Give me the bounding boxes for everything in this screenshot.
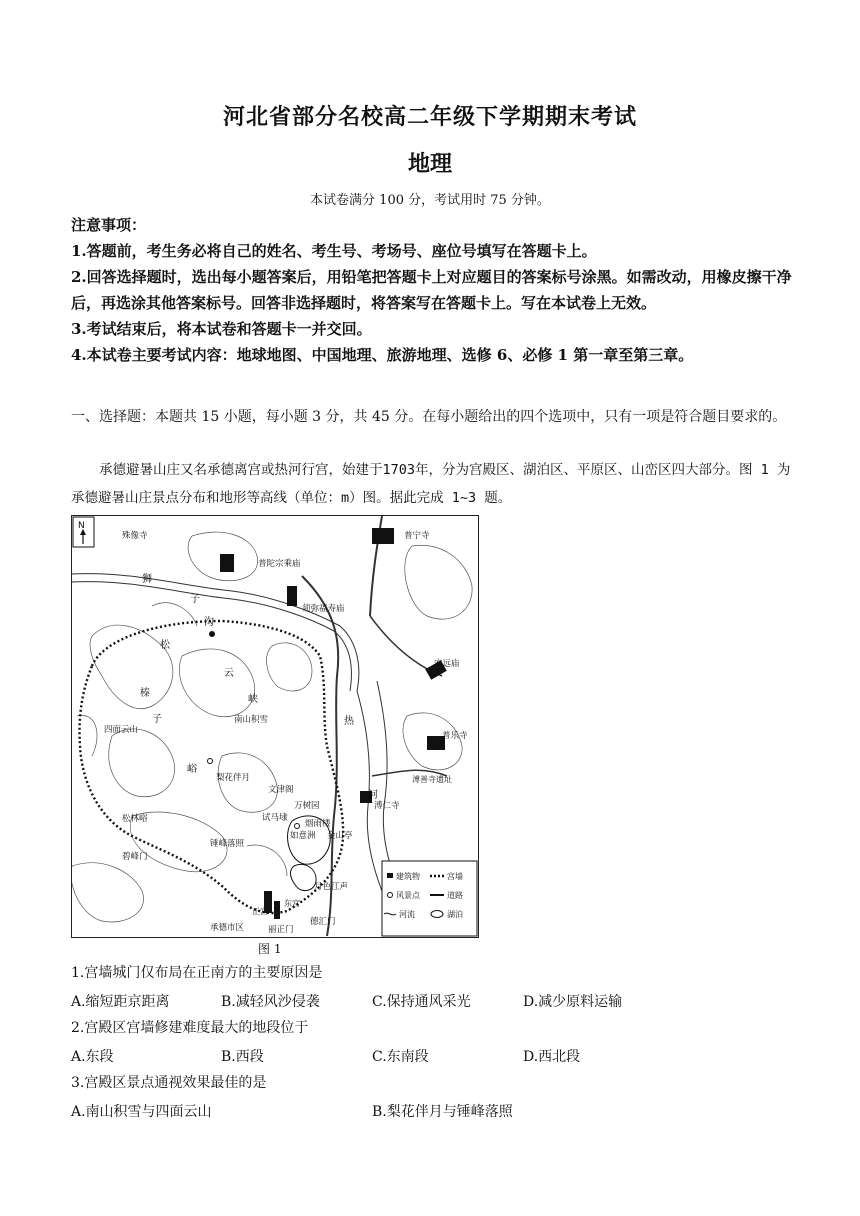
label-zi2: 子 (152, 714, 162, 725)
note-item: 2.回答选择题时，选出每小题答案后，用铅笔把答题卡上对应题目的答案标号涂黑。如需改动，用橡皮擦干净后，再选涂其他答案标号。回答非选择题时，将答案写在答题卡上。写在本试卷上无效。 (71, 268, 792, 312)
legend-lake: 湖泊 (447, 910, 463, 919)
label-yun: 云 (224, 668, 234, 679)
map-svg (72, 516, 478, 937)
intro-text: 承德避暑山庄又名承德离宫或热河行宫，始建于1703年，分为宫殿区、湖泊区、平原区、山峦区四大部分。图 1 为承德避暑山庄景点分布和地形等高线（单位：m）图。据此完成 1~3 题。 (71, 462, 791, 506)
label-yuese: 月色江声 (314, 882, 349, 892)
label-pule: 普乐寺 (442, 731, 468, 741)
option-d: D.西北段 (523, 1049, 581, 1065)
label-shuxiang: 殊像寺 (122, 531, 148, 541)
label-nanshan: 南山积雪 (234, 715, 269, 725)
label-bifeng: 碧峰门 (122, 852, 148, 862)
label-lihua: 梨花伴月 (216, 773, 251, 783)
note-item: 1.答题前，考生务必将自己的姓名、考生号、考场号、座位号填写在答题卡上。 (71, 242, 597, 260)
option-b: B.西段 (221, 1049, 264, 1065)
label-dehui: 德汇门 (310, 917, 336, 927)
label-shima: 试马埭 (262, 813, 288, 823)
label-xumi: 须弥福寿庙 (302, 604, 345, 614)
question-stem: 2.宫殿区宫墙修建难度最大的地段位于 (71, 1020, 309, 1036)
label-puning: 普宁寺 (404, 531, 430, 541)
label-he: 河 (368, 790, 378, 801)
map-legend (382, 861, 477, 936)
label-putuo: 普陀宗乘庙 (258, 559, 301, 569)
legend-scenic: 风景点 (396, 891, 420, 900)
question-stem: 3.宫殿区景点通视效果最佳的是 (71, 1075, 267, 1091)
option-a: A.东段 (71, 1049, 114, 1065)
label-pushan: 溥善寺遗址 (412, 775, 452, 784)
label-yanyu: 烟雨楼 (305, 819, 331, 829)
figure-caption: 图 1 (258, 942, 282, 956)
north-label: N (78, 521, 85, 531)
option-a: A.缩短距京距离 (71, 994, 170, 1010)
exam-meta: 本试卷满分 100 分，考试用时 75 分钟。 (310, 193, 550, 208)
exam-title: 河北省部分名校高二年级下学期期末考试 (222, 104, 637, 130)
legend-river: 河流 (399, 910, 415, 919)
note-item: 3.考试结束后，将本试卷和答题卡一并交回。 (71, 320, 372, 338)
label-zi: 子 (190, 594, 200, 605)
label-song: 松 (160, 640, 170, 651)
option-a: A.南山积雪与四面云山 (71, 1104, 212, 1120)
label-shi: 狮 (142, 574, 152, 585)
label-wenjin: 文津阁 (268, 785, 294, 795)
notes-heading: 注意事项： (71, 216, 147, 234)
subject-title: 地理 (407, 151, 452, 177)
option-d: D.减少原料运输 (523, 994, 623, 1010)
legend-building: 建筑物 (396, 872, 420, 881)
label-ruyi: 如意洲 (290, 831, 316, 841)
option-b: B.梨花伴月与锤峰落照 (372, 1104, 513, 1120)
map-figure (71, 515, 479, 938)
label-xia: 峡 (248, 694, 258, 705)
label-lizheng: 丽正门 (268, 925, 294, 935)
label-chengde: 承德市区 (210, 923, 245, 933)
label-zhen: 榛 (140, 688, 150, 699)
note-item: 4.本试卷主要考试内容：地球地图、中国地理、旅游地理、选修 6、必修 1 第一章至第三章。 (71, 346, 694, 364)
option-c: C.东南段 (372, 1049, 429, 1065)
label-puren: 溥仁寺 (374, 801, 400, 811)
lake-icon (431, 911, 443, 918)
label-dong: 东宫 (284, 899, 300, 908)
section-instructions: 一、选择题：本题共 15 小题，每小题 3 分，共 45 分。在每小题给出的四个选项中，只有一项是符合题目要求的。 (71, 409, 787, 425)
option-c: C.保持通风采光 (372, 994, 471, 1010)
label-songlin: 松林峪 (122, 814, 148, 824)
label-simian: 四面云山 (104, 725, 139, 735)
label-anyuan: 安远庙 (434, 659, 460, 669)
legend-wall: 宫墙 (447, 872, 463, 881)
legend-road: 道路 (447, 891, 463, 900)
label-wanshu: 万树园 (294, 801, 320, 811)
building-icon (387, 873, 393, 878)
question-stem: 1.宫墙城门仅布局在正南方的主要原因是 (71, 965, 323, 981)
label-gou: 沟 (204, 617, 214, 628)
question-intro (71, 456, 796, 512)
option-b: B.减轻风沙侵袭 (221, 994, 320, 1010)
label-zheng: 正宫 (252, 907, 268, 916)
label-jinshan: 金山亭 (327, 831, 353, 841)
label-re: 热 (344, 716, 354, 727)
label-chuifeng: 锤峰落照 (210, 839, 245, 849)
notes-block (71, 212, 796, 368)
label-yu: 峪 (187, 764, 197, 775)
